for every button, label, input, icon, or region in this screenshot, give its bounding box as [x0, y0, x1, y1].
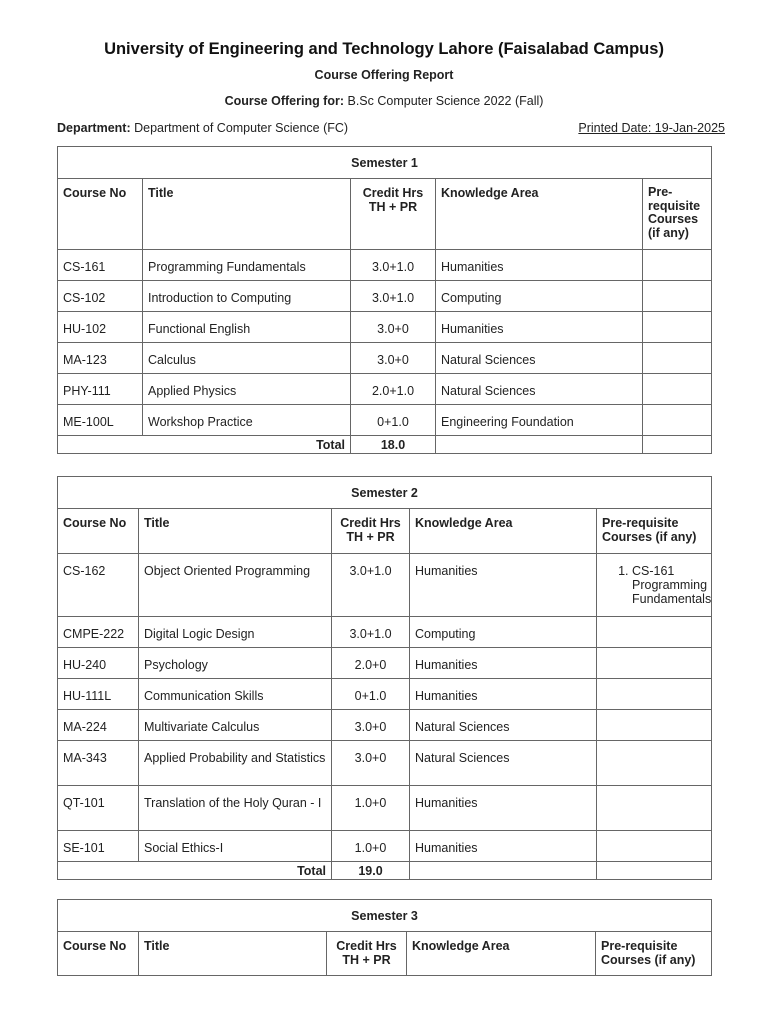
- semester-3-table: [57, 899, 712, 976]
- semester-1-heading: Semester 1: [58, 147, 712, 179]
- credit-hrs: 3.0+0: [351, 312, 436, 343]
- col-knowledge-area: Knowledge Area: [407, 932, 596, 976]
- course-title: Workshop Practice: [143, 405, 351, 436]
- credit-hrs: 2.0+0: [332, 648, 410, 679]
- table-row: [58, 679, 712, 710]
- prerequisite: [643, 250, 712, 281]
- knowledge-area: Natural Sciences: [436, 374, 643, 405]
- course-title: Calculus: [143, 343, 351, 374]
- col-title: Title: [143, 179, 351, 250]
- course-title: Psychology: [139, 648, 332, 679]
- prerequisite: [643, 281, 712, 312]
- prereq-header-line2: requisite: [648, 198, 701, 213]
- knowledge-area: Humanities: [410, 648, 597, 679]
- table-row: [58, 250, 712, 281]
- table-row: [58, 710, 712, 741]
- course-no: MA-123: [58, 343, 143, 374]
- total-row: [58, 436, 712, 454]
- col-title: Title: [139, 509, 332, 554]
- prerequisite: [643, 343, 712, 374]
- col-credit-hrs: [332, 509, 410, 554]
- table-row: [58, 617, 712, 648]
- course-no: PHY-111: [58, 374, 143, 405]
- table-row: [58, 831, 712, 862]
- total-label: Total: [58, 436, 351, 454]
- course-no: ME-100L: [58, 405, 143, 436]
- credit-hrs: 0+1.0: [351, 405, 436, 436]
- prereq-header-line4: (if any): [648, 225, 689, 240]
- course-title: Social Ethics-I: [139, 831, 332, 862]
- table-row: [58, 312, 712, 343]
- prereq-header-line3: Courses: [648, 212, 699, 226]
- col-knowledge-area: Knowledge Area: [410, 509, 597, 554]
- total-label: Total: [58, 862, 332, 880]
- credit-header-line2: TH + PR: [342, 953, 391, 967]
- credit-hrs: 1.0+0: [332, 786, 410, 831]
- prereq-header-line1: Pre-: [648, 185, 673, 199]
- department-value: Department of Computer Science (FC): [134, 121, 349, 135]
- offering-value: B.Sc Computer Science 2022 (Fall): [347, 94, 544, 108]
- course-no: MA-224: [58, 710, 139, 741]
- prereq-header-line1: Pre-requisite: [602, 516, 679, 530]
- course-title: Multivariate Calculus: [139, 710, 332, 741]
- prereq-header-line1: Pre-requisite: [601, 939, 678, 953]
- knowledge-area: Computing: [436, 281, 643, 312]
- semester-3-heading: Semester 3: [58, 900, 712, 932]
- course-title: Programming Fundamentals: [143, 250, 351, 281]
- knowledge-area: Humanities: [436, 312, 643, 343]
- semester-2-heading: Semester 2: [58, 477, 712, 509]
- course-title: Digital Logic Design: [139, 617, 332, 648]
- course-no: HU-102: [58, 312, 143, 343]
- prereq-name-line2: Fundamentals: [632, 592, 712, 606]
- knowledge-area: Humanities: [410, 554, 597, 617]
- table-row: [58, 405, 712, 436]
- knowledge-area: Humanities: [410, 831, 597, 862]
- course-no: CS-161: [58, 250, 143, 281]
- prerequisite: [597, 710, 712, 741]
- credit-header-line1: Credit Hrs: [362, 186, 424, 200]
- prerequisite: [597, 617, 712, 648]
- course-title: Translation of the Holy Quran - I: [139, 786, 332, 831]
- col-title: Title: [139, 932, 327, 976]
- course-no: HU-240: [58, 648, 139, 679]
- table-row: [58, 281, 712, 312]
- printed-date: Printed Date: 19-Jan-2025: [578, 121, 725, 135]
- total-value: 19.0: [332, 862, 410, 880]
- credit-header-line1: Credit Hrs: [336, 939, 397, 953]
- prerequisite: [643, 312, 712, 343]
- course-title: Functional English: [143, 312, 351, 343]
- credit-hrs: 3.0+1.0: [332, 554, 410, 617]
- credit-hrs: 1.0+0: [332, 831, 410, 862]
- knowledge-area: Natural Sciences: [436, 343, 643, 374]
- department-line: [57, 121, 348, 135]
- credit-header-line1: Credit Hrs: [340, 516, 401, 530]
- total-row: [58, 862, 712, 880]
- total-empty-cell: [597, 862, 712, 880]
- col-prerequisite: [596, 932, 712, 976]
- col-knowledge-area: Knowledge Area: [436, 179, 643, 250]
- credit-hrs: 3.0+0: [351, 343, 436, 374]
- course-title: Communication Skills: [139, 679, 332, 710]
- prerequisite: [597, 679, 712, 710]
- col-prerequisite: [643, 179, 712, 250]
- semester-2-table: [57, 476, 712, 880]
- col-credit-hrs: [351, 179, 436, 250]
- knowledge-area: Natural Sciences: [410, 741, 597, 786]
- total-empty-cell: [643, 436, 712, 454]
- report-title: Course Offering Report: [314, 68, 454, 82]
- prerequisite: [597, 648, 712, 679]
- total-empty-cell: [410, 862, 597, 880]
- course-no: CS-162: [58, 554, 139, 617]
- prerequisite: [597, 786, 712, 831]
- semester-1-table: [57, 146, 712, 454]
- credit-hrs: 3.0+1.0: [351, 281, 436, 312]
- course-no: CMPE-222: [58, 617, 139, 648]
- course-title: Object Oriented Programming: [139, 554, 332, 617]
- prereq-header-line2: Courses (if any): [601, 953, 696, 967]
- knowledge-area: Computing: [410, 617, 597, 648]
- credit-hrs: 3.0+1.0: [351, 250, 436, 281]
- col-course-no: Course No: [58, 509, 139, 554]
- total-empty-cell: [436, 436, 643, 454]
- course-no: CS-102: [58, 281, 143, 312]
- table-row: [58, 741, 712, 786]
- table-row: [58, 374, 712, 405]
- knowledge-area: Humanities: [436, 250, 643, 281]
- course-title: Applied Physics: [143, 374, 351, 405]
- prereq-code: 1. CS-161: [632, 564, 675, 578]
- prerequisite: [597, 831, 712, 862]
- course-no: HU-111L: [58, 679, 139, 710]
- knowledge-area: Natural Sciences: [410, 710, 597, 741]
- col-course-no: Course No: [58, 932, 139, 976]
- prerequisite: [643, 374, 712, 405]
- credit-header-line2: TH + PR: [346, 530, 395, 544]
- prereq-name-line1: Programming: [632, 578, 708, 592]
- table-row: [58, 648, 712, 679]
- prereq-item: [632, 564, 712, 606]
- department-label: Department:: [57, 121, 131, 135]
- col-credit-hrs: [327, 932, 407, 976]
- knowledge-area: Humanities: [410, 786, 597, 831]
- total-value: 18.0: [351, 436, 436, 454]
- prereq-list: [602, 564, 712, 606]
- credit-header-line2: TH + PR: [368, 200, 418, 214]
- course-no: SE-101: [58, 831, 139, 862]
- course-no: QT-101: [58, 786, 139, 831]
- course-title: Introduction to Computing: [143, 281, 351, 312]
- credit-hrs: 3.0+0: [332, 710, 410, 741]
- col-prerequisite: [597, 509, 712, 554]
- table-row: [58, 343, 712, 374]
- knowledge-area: Engineering Foundation: [436, 405, 643, 436]
- credit-hrs: 2.0+1.0: [351, 374, 436, 405]
- university-title: University of Engineering and Technology Lahore (Faisalabad Campus): [104, 40, 664, 58]
- prerequisite: [597, 554, 712, 617]
- credit-hrs: 3.0+0: [332, 741, 410, 786]
- prerequisite: [643, 405, 712, 436]
- table-row: [58, 786, 712, 831]
- knowledge-area: Humanities: [410, 679, 597, 710]
- credit-hrs: 0+1.0: [332, 679, 410, 710]
- credit-hrs: 3.0+1.0: [332, 617, 410, 648]
- table-row: [58, 554, 712, 617]
- course-no: MA-343: [58, 741, 139, 786]
- offering-label: Course Offering for:: [224, 94, 345, 108]
- col-course-no: Course No: [58, 179, 143, 250]
- prerequisite: [597, 741, 712, 786]
- course-title: Applied Probability and Statistics: [139, 741, 332, 786]
- course-offering-line: [0, 94, 768, 108]
- prereq-header-line2: Courses (if any): [602, 530, 697, 544]
